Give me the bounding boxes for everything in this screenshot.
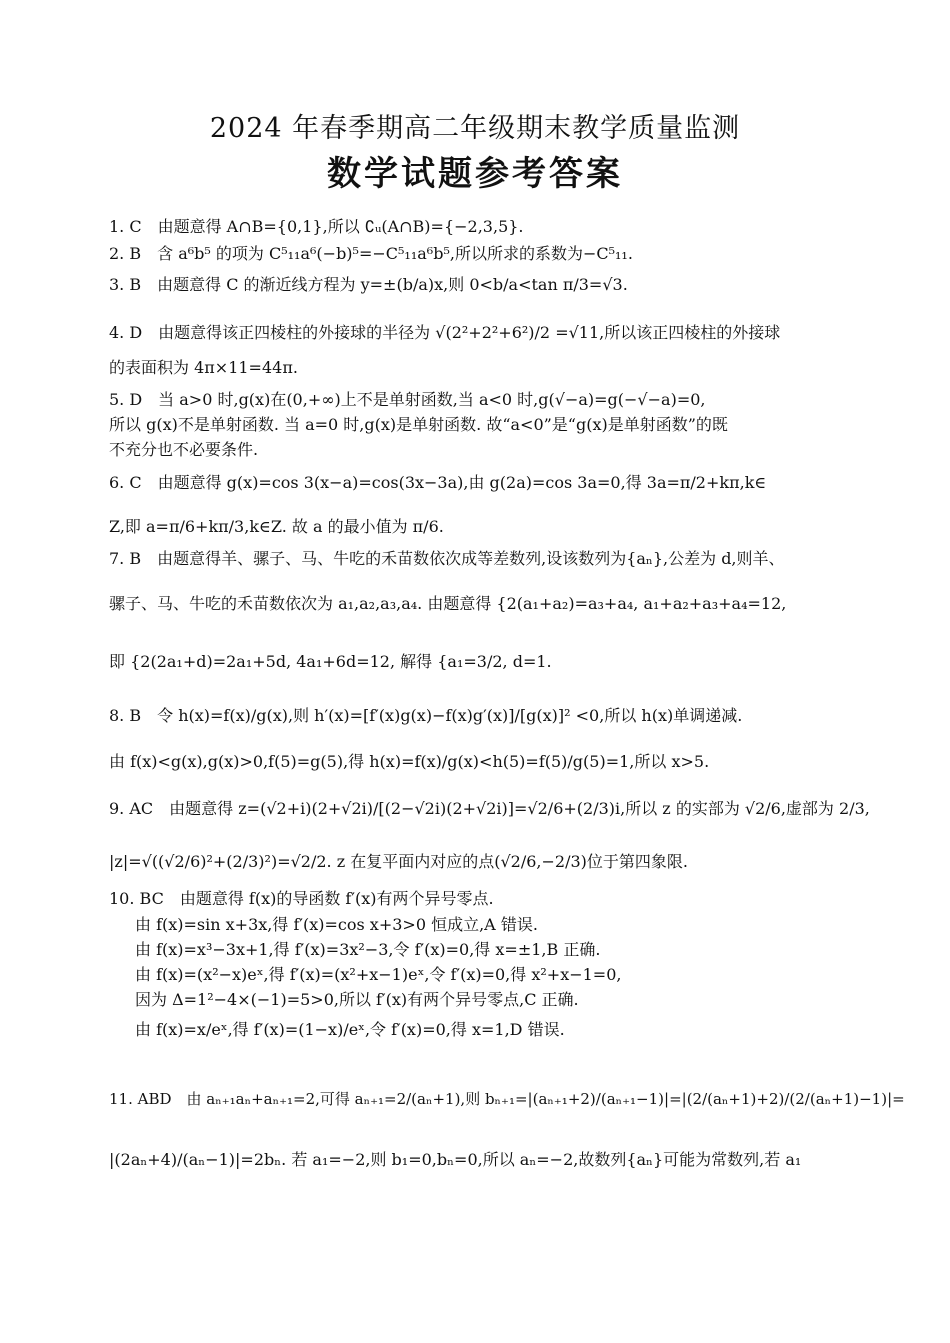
answer-line: 所以 g(x)不是单射函数. 当 a=0 时,g(x)是单射函数. 故“a<0”是“g(x)是单射函数”的既 — [109, 415, 728, 434]
answer-line: 由 f(x)=sin x+3x,得 f′(x)=cos x+3>0 恒成立,A 错误. — [135, 915, 538, 934]
answer-line: 5. D 当 a>0 时,g(x)在(0,+∞)上不是单射函数,当 a<0 时,g(√−a)=g(−√−a)=0, — [109, 390, 706, 409]
doc-subtitle: 数学试题参考答案 — [327, 154, 623, 194]
answer-line: 由 f(x)=x/eˣ,得 f′(x)=(1−x)/eˣ,令 f′(x)=0,得 x=1,D 错误. — [135, 1020, 565, 1039]
answer-line: 9. AC 由题意得 z=(√2+i)(2+√2i)/[(2−√2i)(2+√2i)]=√2/6+(2/3)i,所以 z 的实部为 √2/6,虚部为 2/3, — [109, 799, 870, 818]
answer-line: 4. D 由题意得该正四棱柱的外接球的半径为 √(2²+2²+6²)/2 =√11,所以该正四棱柱的外接球 — [109, 323, 781, 342]
answer-line: 由 f(x)=(x²−x)eˣ,得 f′(x)=(x²+x−1)eˣ,令 f′(x)=0,得 x²+x−1=0, — [135, 965, 622, 984]
answer-line: 7. B 由题意得羊、骡子、马、牛吃的禾苗数依次成等差数列,设该数列为{aₙ},公差为 d,则羊、 — [109, 549, 785, 568]
answer-line: 10. BC 由题意得 f(x)的导函数 f′(x)有两个异号零点. — [109, 889, 494, 908]
answer-line: 8. B 令 h(x)=f(x)/g(x),则 h′(x)=[f′(x)g(x)−f(x)g′(x)]/[g(x)]² <0,所以 h(x)单调递减. — [109, 706, 743, 725]
answer-line: 骡子、马、牛吃的禾苗数依次为 a₁,a₂,a₃,a₄. 由题意得 {2(a₁+a₂)=a₃+a₄, a₁+a₂+a₃+a₄=12, — [109, 594, 787, 613]
answer-line: 1. C 由题意得 A∩B={0,1},所以 ∁ᵤ(A∩B)={−2,3,5}. — [109, 217, 524, 236]
answer-line: 由 f(x)=x³−3x+1,得 f′(x)=3x²−3,令 f′(x)=0,得 x=±1,B 正确. — [135, 940, 601, 959]
answer-line: 不充分也不必要条件. — [109, 440, 259, 459]
answer-line: Z,即 a=π/6+kπ/3,k∈Z. 故 a 的最小值为 π/6. — [109, 517, 444, 536]
answer-line: |z|=√((√2/6)²+(2/3)²)=√2/2. z 在复平面内对应的点(√2/6,−2/3)位于第四象限. — [109, 852, 688, 871]
answer-line: |(2aₙ+4)/(aₙ−1)|=2bₙ. 若 a₁=−2,则 b₁=0,bₙ=0,所以 aₙ=−2,故数列{aₙ}可能为常数列,若 a₁ — [109, 1150, 802, 1169]
doc-title: 2024 年春季期高二年级期末教学质量监测 — [209, 113, 741, 144]
answer-line: 3. B 由题意得 C 的渐近线方程为 y=±(b/a)x,则 0<b/a<tan π/3=√3. — [109, 275, 628, 294]
answer-line: 由 f(x)<g(x),g(x)>0,f(5)=g(5),得 h(x)=f(x)/g(x)<h(5)=f(5)/g(5)=1,所以 x>5. — [109, 752, 710, 771]
answer-line: 即 {2(2a₁+d)=2a₁+5d, 4a₁+6d=12, 解得 {a₁=3/2, d=1. — [109, 652, 552, 671]
answer-line: 11. ABD 由 aₙ₊₁aₙ+aₙ₊₁=2,可得 aₙ₊₁=2/(aₙ+1),则 bₙ₊₁=|(aₙ₊₁+2)/(aₙ₊₁−1)|=|(2/(aₙ+1)+2)/(2/(aₙ+1)−1)|= — [109, 1090, 905, 1108]
answer-line: 6. C 由题意得 g(x)=cos 3(x−a)=cos(3x−3a),由 g(2a)=cos 3a=0,得 3a=π/2+kπ,k∈ — [109, 473, 767, 492]
answer-line: 的表面积为 4π×11=44π. — [109, 358, 298, 377]
answer-line: 2. B 含 a⁶b⁵ 的项为 C⁵₁₁a⁶(−b)⁵=−C⁵₁₁a⁶b⁵,所以所求的系数为−C⁵₁₁. — [109, 244, 633, 263]
answer-line: 因为 Δ=1²−4×(−1)=5>0,所以 f′(x)有两个异号零点,C 正确. — [135, 990, 579, 1009]
